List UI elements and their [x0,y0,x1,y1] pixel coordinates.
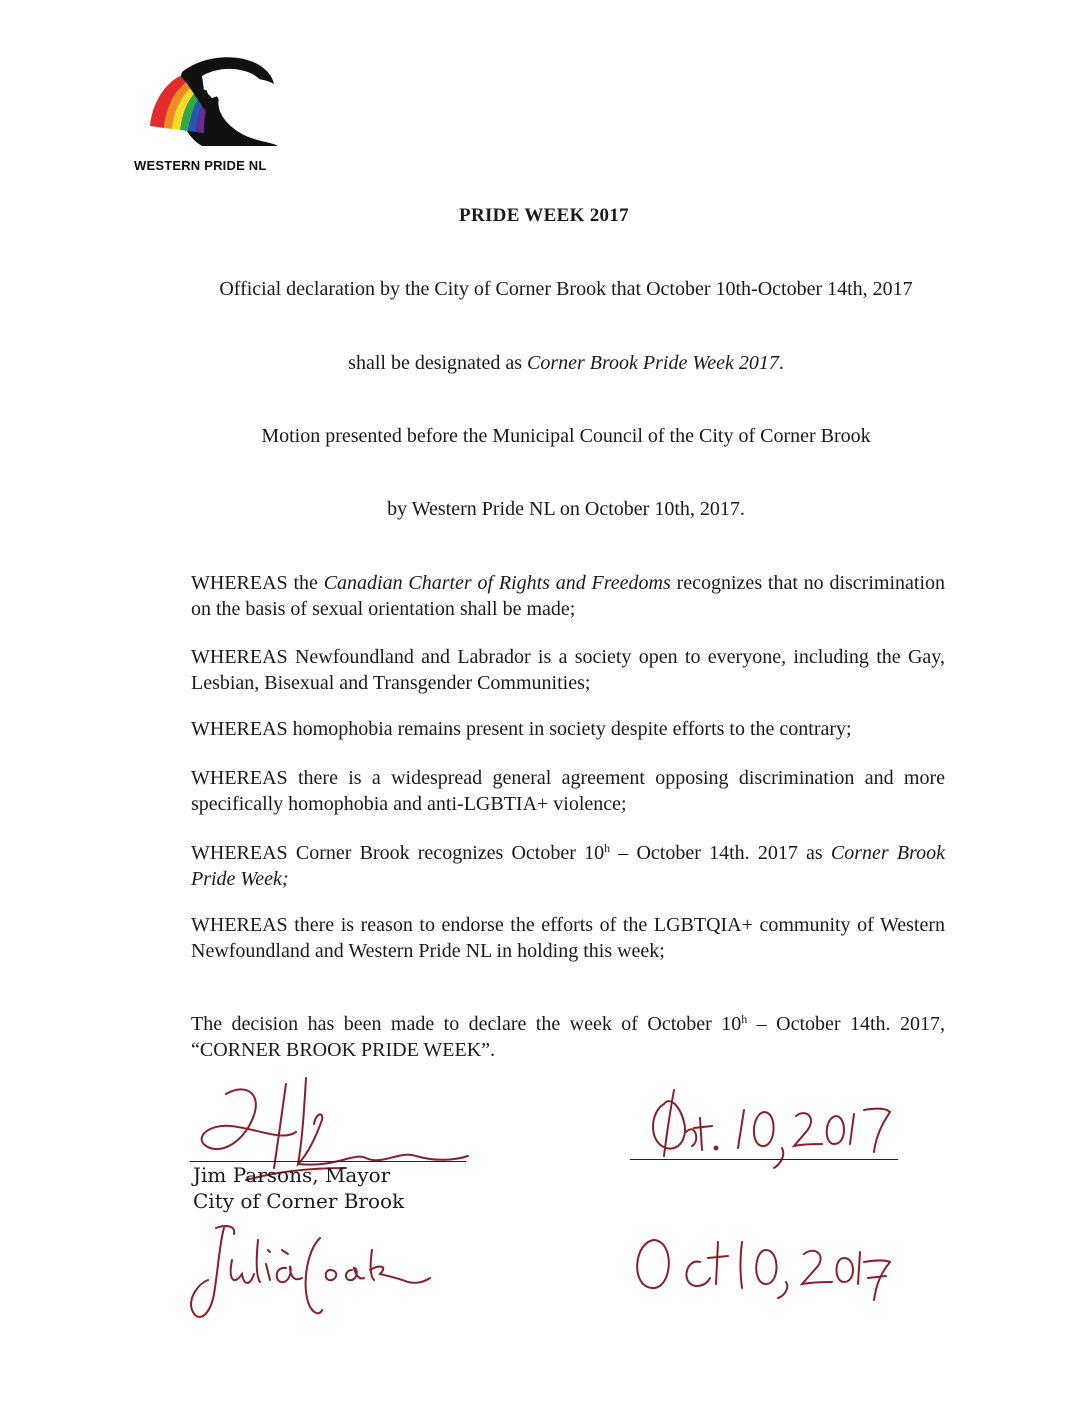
whereas-agreement: WHEREAS there is a widespread general agreement opposing discrimination and more specifically homophobia and anti-LGBTIA+ violence; [191,767,945,815]
date-signature-line [630,1159,898,1160]
witness-signature [184,1220,434,1330]
mayor-signature-line [190,1161,466,1162]
western-pride-logo [134,54,284,174]
logo-text: WESTERN PRIDE NL [134,158,267,173]
presenter-line: by Western Pride NL on October 10th, 2017. [387,498,745,520]
handwritten-date-2 [624,1222,894,1312]
whereas-text: WHEREAS Corner Brook recognizes October 10 [191,842,605,864]
designation-event-name: Corner Brook Pride Week 2017 [527,352,779,374]
page-title: PRIDE WEEK 2017 [459,205,629,226]
charter-title: Canadian Charter of Rights and Freedoms [323,572,671,594]
declaration-line: Official declaration by the City of Corner Brook that October 10th-October 14th, 2017 [219,278,913,300]
whereas-homophobia: WHEREAS homophobia remains present in society despite efforts to the contrary; [191,718,852,740]
whereas-endorse: WHEREAS there is reason to endorse the efforts of the LGBTQIA+ community of Western Newfoundland and Western Pride NL in holding this week; [191,914,945,962]
designation-period: . [778,352,784,374]
motion-line: Motion presented before the Municipal Council of the City of Corner Brook [261,425,871,447]
decision-text: The decision has been made to declare the week of October 10 [191,1013,742,1035]
superscript: h [604,841,611,855]
decision-paragraph [191,1011,945,1063]
signer-org: City of Corner Brook [193,1189,405,1213]
event-name: Corner Brook Pride Week; [191,842,946,890]
whereas-text: – October 14th. 2017 as [610,842,831,864]
signer-name: Jim Parsons, Mayor [193,1163,391,1187]
puffin-rainbow-icon [142,54,282,154]
whereas-charter [191,570,945,622]
designation-text: shall be designated as [348,352,528,374]
whereas-text: recognizes that no discrimination on the basis of sexual orientation shall be made; [191,572,945,620]
whereas-society: WHEREAS Newfoundland and Labrador is a society open to everyone, including the Gay, Lesbian, Bisexual and Transgender Communities; [191,646,945,694]
decision-text: – October 14th. 2017, “CORNER BROOK PRIDE WEEK”. [191,1013,945,1061]
designation-line [0,352,1088,375]
whereas-text: WHEREAS the [191,572,324,594]
whereas-recognition [191,840,945,892]
superscript: h [741,1012,748,1026]
